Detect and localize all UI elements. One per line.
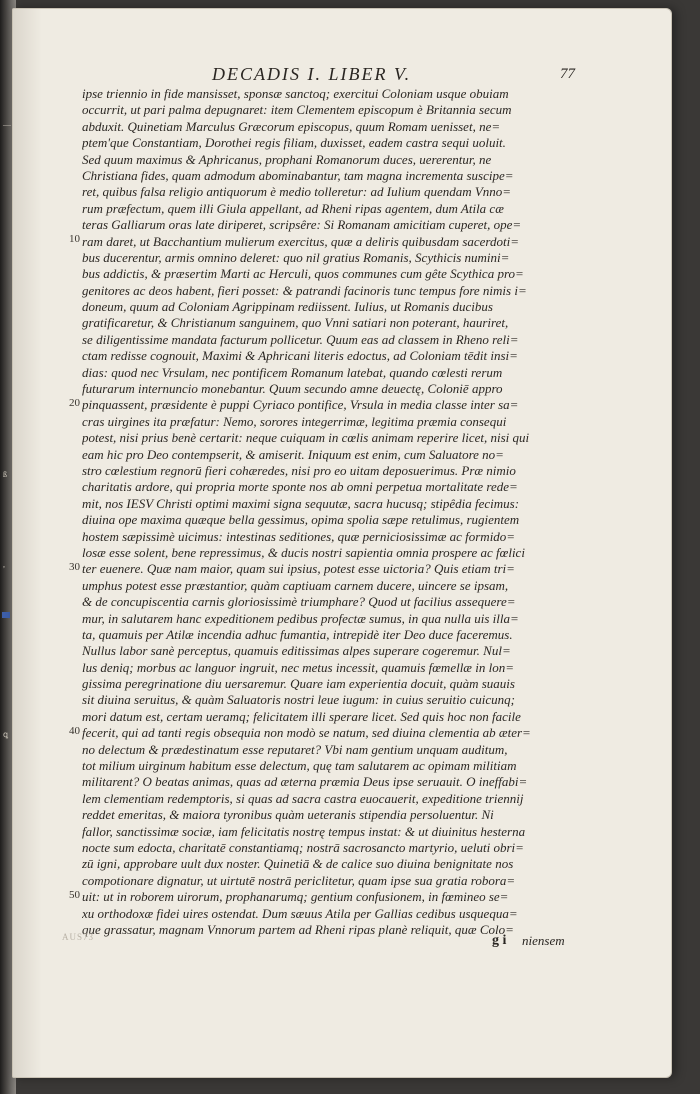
book-page [12, 8, 672, 1078]
text-line: se diligentissime mandata facturum pollicetur. Quum eas ad classem in Rheno reli= [82, 331, 519, 347]
text-line: mori datum est, certam ueramq; felicitatem illi sperare licet. Sed quis hoc non facile [82, 708, 521, 724]
text-line: ptem'que Constantiam, Dorothei regis filiam, duxisset, eadem castra sequi uoluit. [82, 135, 506, 151]
text-line: compotionare dignatur, ut uirtutē nostrā periclitetur, quam ipse sua gratia robora= [82, 872, 516, 888]
text-line: militarent? O beatas animas, quas ad æterna præmia Deus ipse seruauit. O ineffabi= [82, 774, 528, 790]
text-line: ctam redisse cognouit, Maximi & Aphricani literis edoctus, ad Coloniam tēdit insi= [82, 348, 518, 364]
text-line: fallor, sanctissimæ sociæ, iam felicitatis nostrę tempus instat: & ut diuinitus hesterna [82, 823, 526, 839]
text-line: uit: ut in roborem uirorum, prophanarumq; gentium confusionem, in fœmineo se= [82, 889, 509, 905]
text-line: potest, nisi prius benè certarit: neque cuiquam in cœlis animam reperire licet, nisi qui [82, 430, 530, 446]
text-line: Sed quum maximus & Aphricanus, prophani Romanorum duces, uererentur, ne [82, 151, 492, 167]
line-number: 30 [69, 561, 80, 573]
text-line: reddet emeritas, & maiora tyronibus quàm ueteranis stipendia persoluentur. Ni [82, 807, 494, 823]
text-line: doneum, quum ad Coloniam Agrippinam rediissent. Iulius, ut Romanis ducibus [82, 299, 493, 315]
line-number: 50 [69, 889, 80, 901]
text-line: losæ esse solent, bene repressimus, & ducis nostri sapientia omnia prospere ac fœlici [82, 544, 525, 560]
library-stamp: AUS73 [62, 932, 95, 942]
adjacent-page-edge: — ß , ꝗ [0, 0, 16, 1094]
text-line: teras Galliarum oras late diriperet, scripsêre: Si Romanam amicitiam cuperet, ope= [82, 217, 522, 233]
text-line: no delectum & prædestinatum esse reputaret? Vbi nam gentium unquam auditum, [82, 741, 508, 757]
text-line: Nullus labor sanè perceptus, quamuis editissimas alpes superare cogeremur. Nul= [82, 643, 511, 659]
line-number: 20 [69, 397, 80, 409]
text-line: & de concupiscentia carnis gloriosissimè triumphare? Quod ut facilius assequere= [82, 594, 516, 610]
text-line: lem clementiam redemptoris, si quas ad sacra castra euocauerit, expeditione triennij [82, 790, 524, 806]
text-line: rum præfectum, quem illi Giula appellant, ad Rheni ripas agentem, dum Atila cæ [82, 200, 504, 216]
text-line: stro cœlestium regnorū fieri cohæredes, nisi pro eo uitam deposuerimus. Præ nimio [82, 462, 516, 478]
text-line: ter euenere. Quæ nam maior, quam sui ipsius, potest esse uictoria? Quis etiam tri= [82, 561, 515, 577]
text-line: pinquassent, præsidente è puppi Cyriaco pontifice, Vrsula in media classe inter sa= [82, 397, 519, 413]
text-line: Christiana fides, quam admodum abominabantur, tam magna incrementa suscipe= [82, 167, 514, 183]
catchword: niensem [522, 933, 565, 948]
text-line: tot milium uirginum habitum esse delectum, quę tam salutarem ac opimam militiam [82, 758, 517, 774]
text-line: hostem sæpissimè uicimus: intestinas seditiones, quæ perniciosissimæ ac formido= [82, 528, 516, 544]
text-line: ram daret, ut Bacchantium mulierum exercitus, quæ a deliris quibusdam sacerdoti= [82, 233, 520, 249]
line-number: 10 [69, 233, 80, 245]
text-line: dias: quod nec Vrsulam, nec pontificem Romanum latebat, quando cœlesti rerum [82, 364, 503, 380]
text-line: mur, in salutarem hanc expeditionem pedibus profectæ sumus, in qua nulla uis illa= [82, 610, 519, 626]
text-line: eam hic pro Deo contempserit, & amiserit. Iniquum est enim, cum Saluatore no= [82, 446, 504, 462]
text-line: occurrit, ut pari palma depugnaret: item Clementem episcopum è Britannia secum [82, 102, 512, 118]
text-line: mit, nos IESV Christi optimi maximi signa sequutæ, sacra hucusq; stipêdia fecimus: [82, 495, 520, 511]
text-line: ta, quamuis per Atilæ incendia adhuc fumantia, intrepidè iter Deo duce faceremus. [82, 626, 513, 642]
text-line: bus addictis, & præsertim Marti ac Herculi, quos communes cum gête Scythica pro= [82, 266, 524, 282]
text-line: charitatis ardore, qui propria morte sponte nos ab omni perpetua mortalitate rede= [82, 479, 518, 495]
blue-marker [2, 612, 10, 618]
running-title: DECADIS I. LIBER V. [212, 64, 412, 84]
signature-mark: g i [492, 933, 507, 948]
text-line: ipse triennio in fide mansisset, sponsæ sanctoq; exercitui Coloniam usque obuiam [82, 86, 509, 101]
text-line: fecerit, qui ad tanti regis obsequia non modò se natum, sed diuina clementia ab æter= [82, 725, 531, 741]
text-line: cras uirgines ita præfatur: Nemo, sorores integerrimæ, legitima præmia consequi [82, 413, 507, 429]
text-line: bus ducerentur, armis omnino deleret: quo nil gratius Romanis, Scythicis numini= [82, 249, 510, 265]
text-line: futurarum internuncio monebantur. Quum secundo amne deuectę, Coloniē appro [82, 381, 503, 397]
text-line: zū igni, approbare uult dux noster. Quinetiā & de calice suo diuina benignitate nos [82, 856, 514, 872]
text-line: nocte sum edocta, charitatē constantiamq; nostrā sacrosancto martyrio, ueluti obri= [82, 839, 524, 855]
body-text [82, 86, 562, 938]
text-line: que grassatur, magnam Vnnorum partem ad Rheni ripas planè reliquit, quæ Colo= [82, 921, 514, 937]
text-line: gissima peregrinatione diu uersaremur. Quare iam experientia docuit, quàm suauis [82, 676, 515, 692]
text-line: diuina ope maxima quæque bella gessimus, opima spolia sæpe retulimus, rugientem [82, 512, 520, 528]
text-line: sit diuina seruitus, & quàm Saluatoris nostri leue iugum: in cuius seruitio cuicunq; [82, 692, 515, 708]
text-line: gratificaretur, & Christianum sanguinem, quo Vnni satiari non poterant, hauriret, [82, 315, 509, 331]
text-line: ret, quibus falsa religio antiquorum è medio tolleretur: ad Iulium quendam Vnno= [82, 184, 512, 200]
text-line: lus deniq; morbus ac languor ingruit, nec metus incessit, quamuis fœmellæ in lon= [82, 659, 514, 675]
text-line: genitores ac deos habent, fieri posset: & patrandi facinoris tunc tempus fore nimis i= [82, 282, 527, 298]
text-line: abduxit. Quinetiam Marculus Græcorum episcopus, quum Romam uenisset, ne= [82, 118, 501, 134]
folio-number: 77 [560, 66, 575, 82]
line-number: 40 [69, 725, 80, 737]
text-line: xu orthodoxæ fidei uires ostendat. Dum sæuus Atila per Gallias cedibus usquequa= [82, 905, 518, 921]
text-line: umphus potest esse præstantior, quàm captiuam carnem ducere, uincere se ipsam, [82, 577, 509, 593]
